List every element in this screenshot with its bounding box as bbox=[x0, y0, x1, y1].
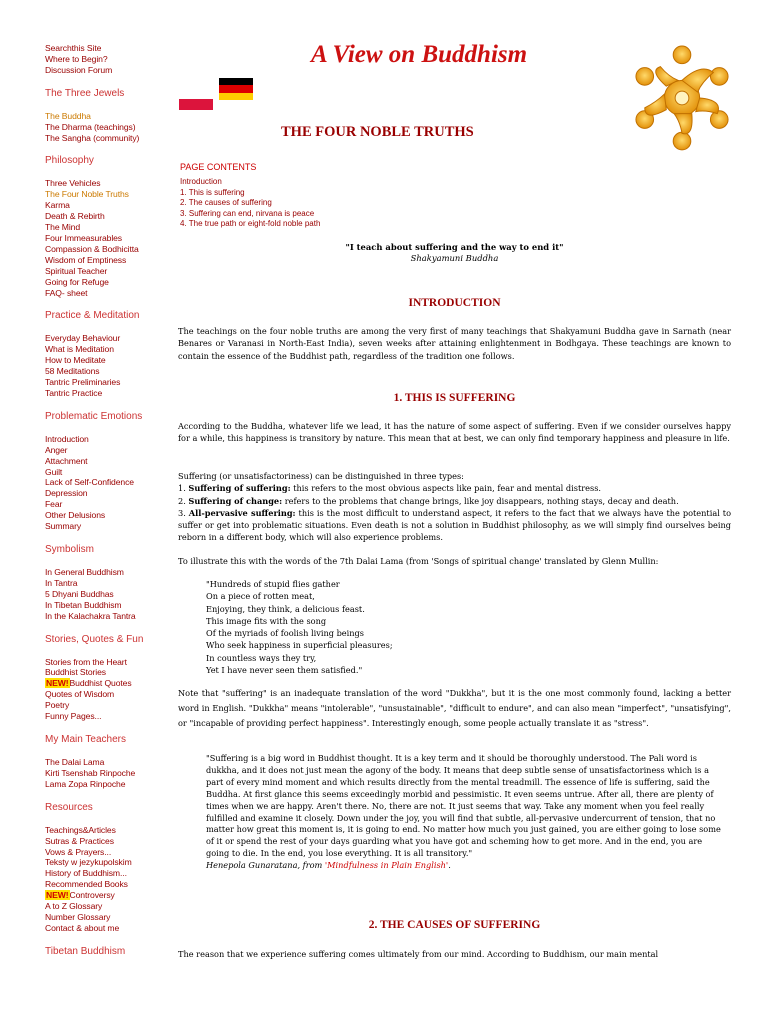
sidebar-item-label: Summary bbox=[45, 521, 82, 532]
sidebar-item[interactable] bbox=[45, 711, 170, 722]
new-badge: NEW! bbox=[46, 678, 69, 689]
sidebar-item-label: The Dalai Lama bbox=[45, 756, 105, 767]
sidebar-item-label: The Four Noble Truths bbox=[45, 189, 129, 200]
sidebar-item-label: Controversy bbox=[69, 890, 115, 901]
sidebar-item[interactable] bbox=[45, 757, 170, 768]
sidebar-item[interactable] bbox=[45, 377, 170, 388]
page-contents-heading: PAGE CONTENTS bbox=[180, 162, 257, 172]
sidebar-item-label: Four Immeasurables bbox=[45, 232, 123, 243]
poem-line: Enjoying, they think, a delicious feast. bbox=[206, 603, 365, 614]
sidebar-item[interactable] bbox=[45, 768, 170, 779]
this-is-suffering-heading: 1. THIS IS SUFFERING bbox=[393, 392, 516, 404]
sidebar-section-heading: Practice & Meditation bbox=[45, 310, 140, 322]
sidebar-item[interactable] bbox=[45, 578, 170, 589]
sidebar-item-label: Quotes of Wisdom bbox=[45, 689, 115, 700]
sidebar-item-label: Teksty w jezykupolskim bbox=[45, 857, 132, 868]
sidebar-item[interactable] bbox=[45, 456, 170, 467]
introduction-paragraph: The teachings on the four noble truths are among the very first of many teachings that Shakyamuni Buddha gave in Sarnath (near Benares or Varanasi in North-East India), seven weeks after attaining enlightenment in Bodhgaya. These teachings are known to contain the essence of the Buddhist path, regardless of the tradition one follows. bbox=[178, 326, 731, 361]
where-to-begin-link[interactable]: Where to Begin? bbox=[45, 53, 108, 64]
dharma-wheel-logo-icon bbox=[633, 42, 731, 152]
sidebar-section-heading: Tibetan Buddhism bbox=[45, 945, 126, 957]
sidebar-item[interactable] bbox=[45, 510, 170, 521]
gunaratana-blockquote bbox=[206, 753, 726, 872]
sidebar-item-label: Poetry bbox=[45, 700, 70, 711]
sidebar-item-label: Karma bbox=[45, 200, 70, 211]
sidebar-item-label: Tantric Preliminaries bbox=[45, 377, 121, 388]
sidebar-item-label: Kirti Tsenshab Rinpoche bbox=[45, 767, 136, 778]
sidebar-item[interactable] bbox=[45, 477, 170, 488]
discussion-forum-link[interactable]: Discussion Forum bbox=[45, 64, 113, 75]
sidebar-section-heading: Stories, Quotes & Fun bbox=[45, 633, 144, 645]
sidebar-item[interactable] bbox=[45, 133, 170, 144]
sidebar-item[interactable] bbox=[45, 488, 170, 499]
sidebar-nav bbox=[45, 43, 170, 969]
sidebar-item[interactable] bbox=[45, 868, 170, 879]
sidebar-item[interactable] bbox=[45, 567, 170, 578]
sidebar-item[interactable] bbox=[45, 689, 170, 700]
sidebar-item-label: Fear bbox=[45, 499, 63, 510]
sidebar-item[interactable] bbox=[45, 589, 170, 600]
quote-author: Shakyamuni Buddha bbox=[410, 253, 499, 263]
sidebar-item-label: Three Vehicles bbox=[45, 178, 101, 189]
sidebar-item-label: FAQ- sheet bbox=[45, 287, 88, 298]
new-badge: NEW! bbox=[46, 890, 69, 901]
poem-line: This image fits with the song bbox=[206, 615, 327, 626]
page-title: THE FOUR NOBLE TRUTHS bbox=[281, 124, 474, 140]
sidebar-item-label: Everyday Behaviour bbox=[45, 333, 121, 344]
sidebar-item-label: Buddhist Quotes bbox=[69, 678, 132, 689]
introduction-heading: INTRODUCTION bbox=[408, 297, 501, 309]
sidebar-item[interactable] bbox=[45, 667, 170, 678]
sidebar-item-label: History of Buddhism... bbox=[45, 868, 127, 879]
poem-line: "Hundreds of stupid flies gather bbox=[206, 579, 340, 589]
sidebar-item[interactable] bbox=[45, 499, 170, 510]
dalai-lama-poem bbox=[206, 578, 393, 676]
sidebar-item[interactable] bbox=[45, 912, 170, 923]
sidebar-item[interactable] bbox=[45, 244, 170, 255]
sidebar-section-heading: Problematic Emotions bbox=[45, 410, 143, 422]
sidebar-item-label: Other Delusions bbox=[45, 510, 106, 521]
sidebar-section-heading: Resources bbox=[45, 801, 93, 813]
dalai-lama-intro: To illustrate this with the words of the 7th Dalai Lama (from 'Songs of spiritual change' translated by Glenn Mullin: bbox=[178, 556, 659, 566]
suffering-type-1: 1. Suffering of suffering: this refers to the most obvious aspects like pain, fear and mental distress. bbox=[178, 483, 601, 494]
contents-link-introduction[interactable]: Introduction bbox=[180, 177, 222, 186]
sidebar-item[interactable] bbox=[45, 122, 170, 133]
contents-link-suffering[interactable]: 1. This is suffering bbox=[180, 187, 245, 197]
sidebar-item-label: Anger bbox=[45, 444, 68, 455]
sidebar-item-label: Guilt bbox=[45, 466, 63, 477]
sidebar-item-label: Going for Refuge bbox=[45, 276, 109, 287]
sidebar-item-label: The Sangha (community) bbox=[45, 132, 140, 143]
sidebar-item-label: How to Meditate bbox=[45, 355, 106, 366]
sidebar-item[interactable] bbox=[45, 355, 170, 366]
sidebar-item-label: Attachment bbox=[45, 455, 88, 466]
sidebar-item-label: Recommended Books bbox=[45, 879, 128, 890]
sidebar-item[interactable] bbox=[45, 890, 170, 901]
sidebar-item-label: Depression bbox=[45, 488, 88, 499]
sidebar-item-label: Sutras & Practices bbox=[45, 835, 114, 846]
sidebar-item-label: 58 Meditations bbox=[45, 366, 100, 377]
sidebar-section-heading: Philosophy bbox=[45, 155, 94, 167]
dukkha-paragraph: Note that "suffering" is an inadequate translation of the word "Dukkha", but it is the one most commonly found, lacking a better word in English. "Dukkha" means "intolerable", "unsustainable", "difficult to endure", and can also mean "imperfect", "unsatisfying", or "incapable of providing perfect happiness". Interestingly enough, some people actually translate it as "stress". bbox=[178, 688, 731, 729]
sidebar-item[interactable] bbox=[45, 233, 170, 244]
sidebar-item-label: Buddhist Stories bbox=[45, 667, 106, 678]
sidebar-item-label: Lama Zopa Rinpoche bbox=[45, 778, 126, 789]
sidebar-item[interactable] bbox=[45, 178, 170, 189]
sidebar-item[interactable] bbox=[45, 445, 170, 456]
blockquote-citation: Henepola Gunaratana, from 'Mindfulness in Plain English'. bbox=[206, 860, 451, 871]
sidebar-item[interactable] bbox=[45, 189, 170, 200]
sidebar-item[interactable] bbox=[45, 344, 170, 355]
sidebar-item[interactable] bbox=[45, 277, 170, 288]
sidebar-item-label: Vows & Prayers... bbox=[45, 846, 112, 857]
sidebar-item-label: In Tibetan Buddhism bbox=[45, 599, 122, 610]
page-contents bbox=[180, 162, 320, 230]
sidebar-item[interactable] bbox=[45, 779, 170, 790]
sidebar-item[interactable] bbox=[45, 857, 170, 868]
sidebar-item[interactable] bbox=[45, 657, 170, 668]
suffering-types-intro: Suffering (or unsatisfactoriness) can be distinguished in three types: bbox=[178, 471, 464, 481]
sidebar-item[interactable] bbox=[45, 611, 170, 622]
buddha-quote bbox=[178, 242, 731, 264]
sidebar-item[interactable] bbox=[45, 678, 170, 689]
sidebar-item-label: Contact & about me bbox=[45, 922, 120, 933]
sidebar-item[interactable] bbox=[45, 700, 170, 711]
sidebar-item-label: The Mind bbox=[45, 222, 81, 233]
sidebar-item-label: Spiritual Teacher bbox=[45, 265, 108, 276]
sidebar-item-label: Number Glossary bbox=[45, 911, 111, 922]
sidebar-item[interactable] bbox=[45, 600, 170, 611]
suffering-type-3: 3. All-pervasive suffering: this is the most difficult to understand aspect, it refers to the fact that we always have the potential to suffer or get into problematic situations. Even death is not a solution in Buddhist philosophy, as we will simply find ourselves being reborn in a different body, which will also experience problems. bbox=[178, 507, 732, 543]
sidebar-section-heading: Symbolism bbox=[45, 544, 94, 555]
sidebar-item-label: What is Meditation bbox=[45, 344, 114, 355]
sidebar-item[interactable] bbox=[45, 111, 170, 122]
poem-line: Of the myriads of foolish living beings bbox=[206, 628, 364, 639]
poem-line: On a piece of rotten meat, bbox=[206, 591, 315, 602]
sidebar-item[interactable] bbox=[45, 434, 170, 445]
site-title: A View on Buddhism bbox=[311, 41, 528, 68]
suffering-type-2: 2. Suffering of change: refers to the problems that change brings, like joy disappears, nothing stays, decay and death. bbox=[178, 495, 679, 506]
contents-link-nirvana[interactable]: 3. Suffering can end, nirvana is peace bbox=[180, 208, 315, 218]
sidebar-item[interactable] bbox=[45, 211, 170, 222]
poem-line: Yet I have never seen them satisfied." bbox=[206, 665, 363, 676]
sidebar-item[interactable] bbox=[45, 288, 170, 299]
sidebar-item-label: In General Buddhism bbox=[45, 567, 124, 577]
sidebar-item-label: Death & Rebirth bbox=[45, 211, 105, 222]
sidebar-item-label: Lack of Self-Confidence bbox=[45, 477, 134, 488]
sidebar-item-label: Tantric Practice bbox=[45, 387, 103, 398]
sidebar-item[interactable] bbox=[45, 825, 170, 836]
sidebar-item[interactable] bbox=[45, 836, 170, 847]
sidebar-item-label: The Buddha bbox=[45, 110, 91, 121]
sidebar-section-heading: The Three Jewels bbox=[45, 87, 125, 99]
causes-of-suffering-heading: 2. THE CAUSES OF SUFFERING bbox=[368, 919, 541, 931]
sidebar-item-label: Funny Pages... bbox=[45, 711, 102, 722]
poem-line: In countless ways they try, bbox=[206, 652, 317, 663]
blockquote-text: "Suffering is a big word in Buddhist thought. It is a key term and it should be thoroughly understood. The Pali word is dukkha, and it does not just mean the agony of the body. It means that deep subtle sense of unsatisfactoriness which is a part of every mind moment and which results directly from the mental treadmill. The essence of life is suffering, said the Buddha. At first glance this seems exceedingly morbid and pessimistic. It even seems untrue. After all, there are plenty of times when we are happy. Aren't there. No, there are not. It just seems that way. Take any moment when you feel really fulfilled and examine it closely. Down under the joy, you will find that subtle, all-pervasive undercurrent of tension, that no matter how great this moment is, it is going to end. No matter how much you just gained, you are either going to lose some of it or spend the rest of your days guarding what you have got and scheming how to get more. And in the end, you are going to die. In the end, you lose everything. It is all transitory." bbox=[206, 753, 721, 859]
sidebar-item-label: Teachings&Articles bbox=[45, 824, 116, 835]
quote-text: "I teach about suffering and the way to end it" bbox=[345, 242, 564, 252]
sidebar-item[interactable] bbox=[45, 901, 170, 912]
sidebar-item[interactable] bbox=[45, 222, 170, 233]
german-flag-icon[interactable] bbox=[219, 78, 253, 100]
contents-link-causes[interactable]: 2. The causes of suffering bbox=[180, 198, 272, 208]
suffering-types bbox=[178, 470, 731, 544]
sidebar-item[interactable] bbox=[45, 333, 170, 344]
sidebar-item[interactable] bbox=[45, 521, 170, 532]
sidebar-item-label: In Tantra bbox=[45, 577, 78, 588]
sidebar-item-label: Introduction bbox=[45, 433, 89, 444]
sidebar-item-label: The Dharma (teachings) bbox=[45, 121, 136, 132]
sidebar-item[interactable] bbox=[45, 266, 170, 277]
mindfulness-book-link[interactable]: 'Mindfulness in Plain English' bbox=[324, 860, 449, 871]
sidebar-item-label: Stories from the Heart bbox=[45, 656, 127, 667]
sidebar-item[interactable] bbox=[45, 200, 170, 211]
sidebar-item-label: In the Kalachakra Tantra bbox=[45, 610, 136, 621]
contents-link-path[interactable]: 4. The true path or eight-fold noble path bbox=[180, 219, 321, 229]
suffering-paragraph: According to the Buddha, whatever life we lead, it has the nature of some aspect of suffering. Even if we consider ourselves happy for a while, this happiness is transitory by nature. This mean that at best, we can only find temporary happiness and pleasure in life. bbox=[178, 421, 731, 444]
sidebar-item[interactable] bbox=[45, 847, 170, 858]
sidebar-item[interactable] bbox=[45, 255, 170, 266]
causes-paragraph: The reason that we experience suffering comes ultimately from our mind. According to Buddhism, our main mental bbox=[178, 949, 659, 959]
sidebar-item-label: Compassion & Bodhicitta bbox=[45, 243, 139, 254]
polish-flag-icon[interactable] bbox=[179, 88, 213, 110]
sidebar-item[interactable] bbox=[45, 923, 170, 934]
sidebar-item-label: A to Z Glossary bbox=[45, 901, 103, 912]
sidebar-item-label: Wisdom of Emptiness bbox=[45, 254, 127, 265]
sidebar-section-heading: My Main Teachers bbox=[45, 733, 126, 745]
sidebar-item[interactable] bbox=[45, 467, 170, 478]
sidebar-item[interactable] bbox=[45, 366, 170, 377]
sidebar-item[interactable] bbox=[45, 879, 170, 890]
poem-line: Who seek happiness in superficial pleasures; bbox=[206, 640, 393, 651]
sidebar-item-label: 5 Dhyani Buddhas bbox=[45, 588, 114, 599]
sidebar-item[interactable] bbox=[45, 388, 170, 399]
search-site-link[interactable]: Searchthis Site bbox=[45, 43, 102, 53]
